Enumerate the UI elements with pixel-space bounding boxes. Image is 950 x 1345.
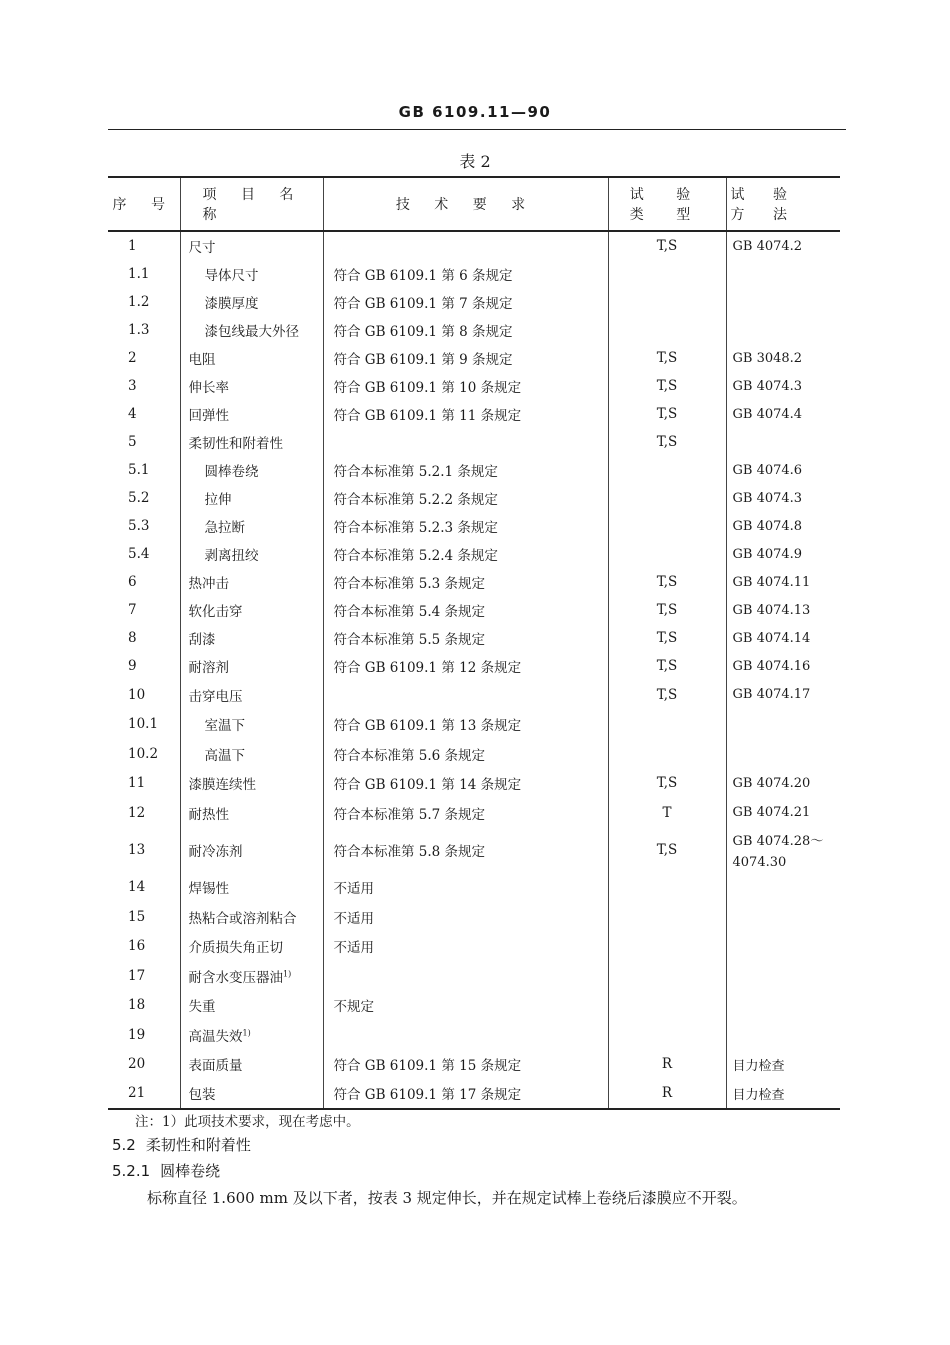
item-name-text: 漆膜厚度: [204, 296, 259, 312]
table-row: [108, 828, 840, 873]
table-row: [108, 798, 840, 828]
table-row: [108, 932, 840, 962]
cell-test-type: T,S: [608, 568, 726, 596]
cell-test-method: [726, 828, 840, 873]
cell-test-type: [608, 316, 726, 344]
table-row: [108, 991, 840, 1021]
table-row: [108, 1079, 840, 1109]
cell-no: 7: [108, 596, 180, 624]
cell-test-type: T,S: [608, 400, 726, 428]
table-footnote: 注：1）此项技术要求，现在考虑中。: [135, 1114, 360, 1130]
table-row: [108, 456, 840, 484]
item-name-text: 热冲击: [188, 576, 229, 592]
test-method-text: GB 4074.16: [732, 658, 811, 674]
cell-test-method: [726, 961, 840, 991]
item-name-text: 回弹性: [188, 408, 229, 424]
section-heading-5-2-1: [112, 1160, 220, 1181]
cell-test-type: R: [608, 1079, 726, 1109]
table-row: [108, 316, 840, 344]
cell-technical-requirement: 符合本标准第 5.4 条规定: [323, 596, 608, 624]
item-name-text: 电阻: [188, 352, 216, 368]
cell-no: 1.2: [108, 288, 180, 316]
cell-test-type: [608, 540, 726, 568]
cell-test-type: [608, 512, 726, 540]
cell-test-method: [726, 991, 840, 1021]
test-method-text: GB 4074.2: [732, 238, 803, 254]
table-header-row: [108, 177, 840, 231]
cell-test-method: [726, 902, 840, 932]
cell-test-type: [608, 961, 726, 991]
cell-test-method: [726, 1020, 840, 1050]
table-row: [108, 512, 840, 540]
item-name-text: 尺寸: [188, 240, 216, 256]
cell-technical-requirement: 不规定: [323, 991, 608, 1021]
table-row: [108, 344, 840, 372]
cell-no: 2: [108, 344, 180, 372]
table-row: [108, 568, 840, 596]
item-name-text: 耐含水变压器油: [188, 969, 283, 986]
cell-no: 6: [108, 568, 180, 596]
cell-technical-requirement: 符合 GB 6109.1 第 13 条规定: [323, 710, 608, 740]
table-row: [108, 1050, 840, 1080]
cell-test-method: [726, 456, 840, 484]
column-header-item-name: 项 目 名 称: [180, 177, 323, 231]
column-header-no: 序 号: [108, 177, 180, 231]
item-name-text: 耐冷冻剂: [188, 844, 243, 860]
table-row: [108, 540, 840, 568]
item-name-text: 高温失效: [188, 1028, 243, 1045]
cell-no: 11: [108, 769, 180, 799]
cell-item-name: [180, 710, 323, 740]
cell-no: 14: [108, 873, 180, 903]
cell-test-method: [726, 316, 840, 344]
cell-test-type: [608, 456, 726, 484]
cell-item-name: [180, 652, 323, 680]
header-rule: [108, 129, 846, 130]
cell-technical-requirement: 符合本标准第 5.5 条规定: [323, 624, 608, 652]
section-number: 5.2: [112, 1136, 136, 1154]
cell-technical-requirement: 不适用: [323, 902, 608, 932]
column-header-technical-requirement: 技 术 要 求: [323, 177, 608, 231]
table-row: [108, 260, 840, 288]
cell-test-type: T,S: [608, 344, 726, 372]
cell-test-type: T,S: [608, 428, 726, 456]
cell-test-type: [608, 1020, 726, 1050]
test-method-text: GB 4074.9: [732, 546, 803, 562]
item-name-text: 介质损失角正切: [188, 940, 283, 957]
cell-test-method: [726, 400, 840, 428]
cell-test-type: [608, 932, 726, 962]
cell-item-name: [180, 568, 323, 596]
test-method-text: 目力检查: [732, 1058, 785, 1074]
cell-no: 10.2: [108, 739, 180, 769]
cell-no: 5.4: [108, 540, 180, 568]
cell-test-type: T,S: [608, 372, 726, 400]
test-method-text: 目力检查: [732, 1087, 785, 1103]
cell-technical-requirement: 符合 GB 6109.1 第 9 条规定: [323, 344, 608, 372]
cell-technical-requirement: 不适用: [323, 932, 608, 962]
cell-test-method: [726, 568, 840, 596]
test-method-text: GB 4074.8: [732, 518, 803, 534]
cell-item-name: [180, 260, 323, 288]
body-paragraph: 标称直径 1.600 mm 及以下者，按表 3 规定伸长，并在规定试棒上卷绕后漆膜应不开裂。: [147, 1189, 747, 1207]
cell-item-name: [180, 624, 323, 652]
test-method-text: GB 4074.20: [732, 775, 811, 791]
cell-item-name: [180, 1020, 323, 1050]
item-name-text: 剥离扭绞: [204, 548, 259, 564]
test-method-text: GB 4074.28～: [732, 834, 824, 849]
cell-technical-requirement: [323, 961, 608, 991]
cell-no: 10.1: [108, 710, 180, 740]
cell-technical-requirement: 符合 GB 6109.1 第 12 条规定: [323, 652, 608, 680]
cell-no: 9: [108, 652, 180, 680]
cell-technical-requirement: 符合 GB 6109.1 第 6 条规定: [323, 260, 608, 288]
cell-test-type: [608, 710, 726, 740]
table-row: [108, 231, 840, 260]
item-name-text: 高温下: [204, 747, 245, 764]
test-method-text: GB 4074.21: [732, 805, 811, 821]
cell-no: 5: [108, 428, 180, 456]
footnote-marker: 1): [242, 1028, 251, 1038]
test-method-text: GB 4074.13: [732, 602, 811, 618]
cell-technical-requirement: [323, 231, 608, 260]
cell-no: 21: [108, 1079, 180, 1109]
cell-test-method: [726, 596, 840, 624]
item-name-text: 耐溶剂: [188, 660, 229, 676]
cell-test-method: [726, 652, 840, 680]
cell-item-name: [180, 372, 323, 400]
cell-test-method: [726, 769, 840, 799]
item-name-text: 热粘合或溶剂粘合: [188, 910, 297, 927]
cell-test-method: [726, 932, 840, 962]
cell-item-name: [180, 288, 323, 316]
table-row: [108, 961, 840, 991]
cell-no: 12: [108, 798, 180, 828]
table-row: [108, 624, 840, 652]
cell-test-method: [726, 624, 840, 652]
cell-item-name: [180, 769, 323, 799]
cell-no: 1: [108, 231, 180, 260]
cell-no: 5.1: [108, 456, 180, 484]
item-name-text: 刮漆: [188, 632, 216, 648]
item-name-text: 包装: [188, 1087, 216, 1104]
cell-test-method: [726, 428, 840, 456]
cell-technical-requirement: 符合本标准第 5.2.4 条规定: [323, 540, 608, 568]
cell-test-method: [726, 344, 840, 372]
cell-item-name: [180, 1050, 323, 1080]
column-header-test-method: 试 验 方 法: [726, 177, 840, 231]
column-header-test-type: 试 验 类 型: [608, 177, 726, 231]
cell-item-name: [180, 798, 323, 828]
cell-test-method: [726, 1079, 840, 1109]
cell-test-method: [726, 710, 840, 740]
cell-no: 5.3: [108, 512, 180, 540]
cell-item-name: [180, 932, 323, 962]
cell-item-name: [180, 316, 323, 344]
cell-no: 1.1: [108, 260, 180, 288]
standard-code-header: GB 6109.11—90: [398, 103, 552, 121]
cell-item-name: [180, 596, 323, 624]
cell-no: 8: [108, 624, 180, 652]
requirements-table: [108, 176, 840, 1110]
cell-item-name: [180, 231, 323, 260]
cell-test-type: T,S: [608, 652, 726, 680]
cell-test-type: [608, 288, 726, 316]
cell-technical-requirement: 符合本标准第 5.3 条规定: [323, 568, 608, 596]
cell-no: 19: [108, 1020, 180, 1050]
cell-item-name: [180, 828, 323, 873]
cell-test-type: T,S: [608, 769, 726, 799]
table-row: [108, 400, 840, 428]
cell-technical-requirement: [323, 1020, 608, 1050]
cell-no: 4: [108, 400, 180, 428]
cell-test-method: [726, 372, 840, 400]
test-method-text: GB 4074.3: [732, 490, 803, 506]
cell-item-name: [180, 680, 323, 710]
section-title: 圆棒卷绕: [160, 1162, 221, 1180]
cell-technical-requirement: 符合 GB 6109.1 第 11 条规定: [323, 400, 608, 428]
item-name-text: 软化击穿: [188, 604, 243, 620]
cell-test-method: [726, 540, 840, 568]
footnote-marker: 1): [283, 969, 292, 979]
cell-test-type: [608, 991, 726, 1021]
item-name-text: 拉伸: [204, 492, 232, 508]
cell-test-type: T,S: [608, 828, 726, 873]
cell-test-method: [726, 512, 840, 540]
cell-technical-requirement: 符合本标准第 5.7 条规定: [323, 798, 608, 828]
table-row: [108, 769, 840, 799]
item-name-text: 急拉断: [204, 520, 245, 536]
cell-technical-requirement: 符合 GB 6109.1 第 14 条规定: [323, 769, 608, 799]
cell-item-name: [180, 739, 323, 769]
item-name-text: 表面质量: [188, 1058, 243, 1075]
cell-test-method: [726, 288, 840, 316]
item-name-text: 失重: [188, 999, 216, 1016]
table-row: [108, 288, 840, 316]
cell-technical-requirement: 符合 GB 6109.1 第 17 条规定: [323, 1079, 608, 1109]
cell-no: 17: [108, 961, 180, 991]
cell-technical-requirement: 符合 GB 6109.1 第 15 条规定: [323, 1050, 608, 1080]
cell-test-type: [608, 873, 726, 903]
cell-test-method: [726, 680, 840, 710]
cell-item-name: [180, 961, 323, 991]
test-method-text-continued: 4074.30: [732, 855, 787, 870]
cell-no: 15: [108, 902, 180, 932]
cell-test-method: [726, 1050, 840, 1080]
table-row: [108, 739, 840, 769]
cell-test-method: [726, 260, 840, 288]
table-row: [108, 680, 840, 710]
cell-item-name: [180, 428, 323, 456]
cell-test-method: [726, 739, 840, 769]
section-title: 柔韧性和附着性: [145, 1136, 251, 1154]
test-method-text: GB 4074.3: [732, 378, 803, 394]
test-method-text: GB 3048.2: [732, 350, 803, 366]
cell-no: 3: [108, 372, 180, 400]
cell-test-type: [608, 260, 726, 288]
cell-no: 20: [108, 1050, 180, 1080]
table-row: [108, 484, 840, 512]
cell-item-name: [180, 540, 323, 568]
cell-no: 18: [108, 991, 180, 1021]
test-method-text: GB 4074.4: [732, 406, 803, 422]
item-name-text: 漆膜连续性: [188, 777, 256, 794]
section-heading-5-2: [112, 1134, 251, 1155]
cell-item-name: [180, 873, 323, 903]
cell-no: 5.2: [108, 484, 180, 512]
item-name-text: 伸长率: [188, 380, 229, 396]
cell-test-method: [726, 231, 840, 260]
cell-technical-requirement: 符合本标准第 5.8 条规定: [323, 828, 608, 873]
test-method-text: GB 4074.14: [732, 630, 811, 646]
cell-no: 16: [108, 932, 180, 962]
table-row: [108, 710, 840, 740]
cell-technical-requirement: 符合本标准第 5.2.3 条规定: [323, 512, 608, 540]
table-caption: 表 2: [459, 152, 491, 171]
cell-test-type: T,S: [608, 680, 726, 710]
cell-no: 10: [108, 680, 180, 710]
cell-technical-requirement: [323, 428, 608, 456]
test-method-text: GB 4074.6: [732, 462, 803, 478]
cell-item-name: [180, 512, 323, 540]
item-name-text: 导体尺寸: [204, 268, 259, 284]
table-row: [108, 873, 840, 903]
table-row: [108, 596, 840, 624]
section-number: 5.2.1: [112, 1162, 151, 1180]
cell-technical-requirement: 符合本标准第 5.6 条规定: [323, 739, 608, 769]
cell-test-type: T,S: [608, 596, 726, 624]
cell-item-name: [180, 484, 323, 512]
cell-item-name: [180, 456, 323, 484]
item-name-text: 圆棒卷绕: [204, 464, 259, 480]
cell-test-type: T,S: [608, 624, 726, 652]
cell-test-method: [726, 484, 840, 512]
cell-item-name: [180, 400, 323, 428]
cell-technical-requirement: [323, 680, 608, 710]
item-name-text: 耐热性: [188, 806, 229, 823]
cell-technical-requirement: 不适用: [323, 873, 608, 903]
cell-technical-requirement: 符合本标准第 5.2.2 条规定: [323, 484, 608, 512]
cell-test-method: [726, 873, 840, 903]
table-row: [108, 1020, 840, 1050]
cell-no: 13: [108, 828, 180, 873]
cell-item-name: [180, 991, 323, 1021]
cell-test-type: R: [608, 1050, 726, 1080]
cell-test-type: [608, 484, 726, 512]
cell-technical-requirement: 符合 GB 6109.1 第 7 条规定: [323, 288, 608, 316]
item-name-text: 室温下: [204, 718, 245, 735]
cell-item-name: [180, 902, 323, 932]
cell-technical-requirement: 符合本标准第 5.2.1 条规定: [323, 456, 608, 484]
cell-technical-requirement: 符合 GB 6109.1 第 8 条规定: [323, 316, 608, 344]
cell-test-type: [608, 902, 726, 932]
test-method-text: GB 4074.17: [732, 687, 811, 703]
cell-test-type: [608, 739, 726, 769]
table-row: [108, 902, 840, 932]
table-row: [108, 652, 840, 680]
item-name-text: 柔韧性和附着性: [188, 436, 283, 452]
cell-technical-requirement: 符合 GB 6109.1 第 10 条规定: [323, 372, 608, 400]
cell-no: 1.3: [108, 316, 180, 344]
test-method-text: GB 4074.11: [732, 574, 811, 590]
item-name-text: 击穿电压: [188, 688, 243, 705]
table-row: [108, 372, 840, 400]
cell-test-type: T: [608, 798, 726, 828]
cell-item-name: [180, 344, 323, 372]
cell-item-name: [180, 1079, 323, 1109]
cell-test-type: T,S: [608, 231, 726, 260]
table-row: [108, 428, 840, 456]
cell-test-method: [726, 798, 840, 828]
item-name-text: 焊锡性: [188, 881, 229, 898]
item-name-text: 漆包线最大外径: [204, 324, 299, 340]
